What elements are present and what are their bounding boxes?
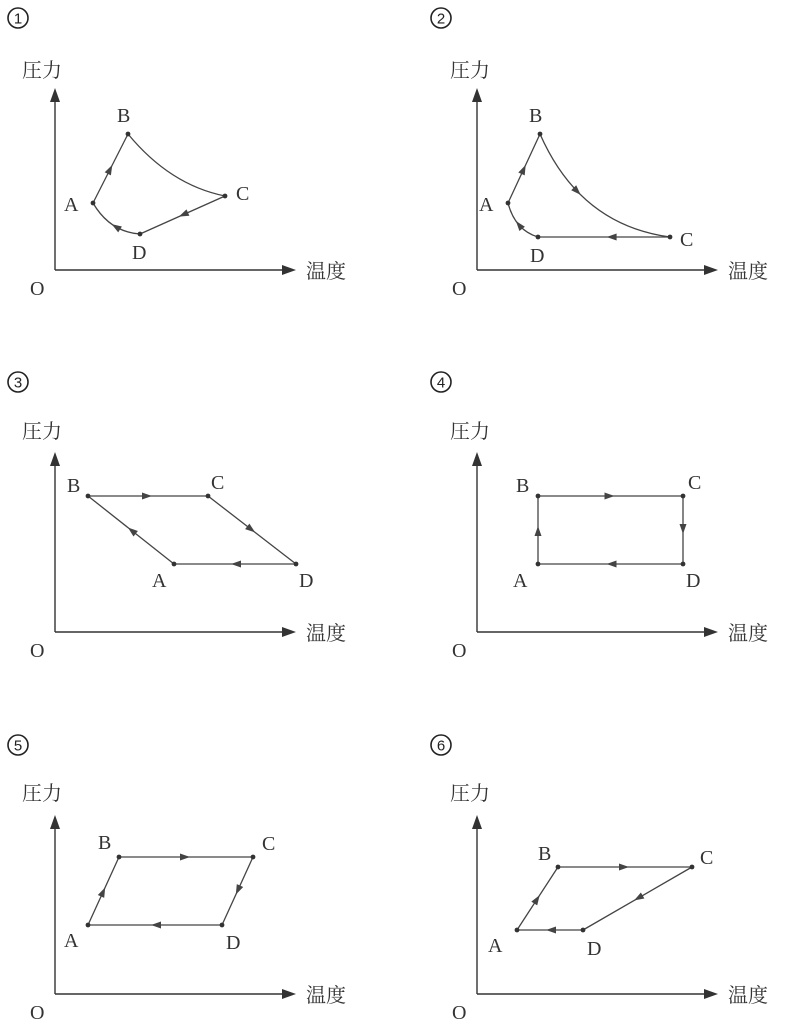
point-label-d: D [530, 245, 545, 267]
edge-d-a-arrow [112, 224, 122, 232]
edge-b-c-arrow [619, 864, 629, 871]
y-axis-label: 圧力 [22, 781, 62, 805]
edge-a-b-arrow [128, 528, 138, 537]
x-axis-label: 温度 [306, 621, 346, 645]
origin-label: O [452, 278, 467, 300]
point-a [536, 562, 541, 567]
x-axis-label: 温度 [728, 621, 768, 645]
edge-c-d-arrow [179, 209, 190, 216]
point-d [138, 232, 143, 237]
point-a [91, 201, 96, 206]
panel-number: 2 [436, 10, 446, 28]
y-axis-arrow [50, 815, 60, 829]
x-axis-label: 温度 [306, 259, 346, 283]
y-axis-label: 圧力 [450, 419, 490, 443]
edge-a-b-arrow [105, 165, 113, 176]
edge-b-c-arrow [180, 854, 190, 861]
edge-c-d-arrow [236, 884, 243, 895]
point-label-a: A [64, 194, 79, 216]
x-axis-arrow [282, 265, 296, 275]
panel-4 [431, 372, 768, 662]
edge-d-a-arrow [151, 922, 161, 929]
point-label-d: D [686, 570, 701, 592]
x-axis-arrow [282, 989, 296, 999]
point-label-c: C [262, 833, 276, 855]
point-label-c: C [211, 472, 225, 494]
panel-2 [431, 8, 768, 300]
panel-number: 1 [13, 10, 23, 28]
origin-label: O [30, 278, 45, 300]
edge-b-c [128, 134, 225, 196]
point-label-b: B [516, 475, 530, 497]
x-axis-label: 温度 [728, 259, 768, 283]
x-axis-arrow [282, 627, 296, 637]
edge-a-b-arrow [518, 165, 525, 176]
y-axis-arrow [472, 815, 482, 829]
point-c [690, 865, 695, 870]
edge-d-a-arrow [546, 927, 556, 934]
edge-b-c-arrow [142, 493, 152, 500]
point-label-a: A [479, 194, 494, 216]
origin-label: O [30, 640, 45, 662]
edge-c-d-arrow [607, 234, 617, 241]
x-axis-label: 温度 [306, 983, 346, 1007]
panel-3 [8, 372, 346, 662]
y-axis-label: 圧力 [22, 58, 62, 82]
point-label-d: D [132, 242, 147, 264]
y-axis-label: 圧力 [22, 419, 62, 443]
y-axis-arrow [472, 452, 482, 466]
point-b [117, 855, 122, 860]
point-b [86, 494, 91, 499]
point-label-c: C [236, 183, 250, 205]
edge-a-b-arrow [531, 895, 539, 905]
point-c [681, 494, 686, 499]
edge-c-d-arrow [634, 893, 644, 901]
point-label-d: D [299, 570, 314, 592]
x-axis-arrow [704, 265, 718, 275]
edge-d-a-arrow [607, 561, 617, 568]
y-axis-arrow [50, 452, 60, 466]
point-label-b: B [117, 105, 131, 127]
point-label-b: B [538, 843, 552, 865]
point-label-b: B [529, 105, 543, 127]
edge-d-a-arrow [231, 561, 241, 568]
edge-a-b-arrow [98, 887, 105, 898]
point-a [86, 923, 91, 928]
origin-label: O [30, 1002, 45, 1024]
origin-label: O [452, 640, 467, 662]
point-b [126, 132, 131, 137]
point-c [251, 855, 256, 860]
origin-label: O [452, 1002, 467, 1024]
edge-a-b-arrow [535, 526, 542, 536]
point-b [536, 494, 541, 499]
edge-b-c-arrow [605, 493, 615, 500]
y-axis-label: 圧力 [450, 781, 490, 805]
point-label-d: D [587, 938, 602, 960]
point-c [668, 235, 673, 240]
point-label-a: A [513, 570, 528, 592]
point-label-c: C [688, 472, 702, 494]
edge-d-a [508, 203, 538, 237]
x-axis-arrow [704, 627, 718, 637]
y-axis-arrow [50, 88, 60, 102]
point-c [206, 494, 211, 499]
point-label-a: A [64, 930, 79, 952]
y-axis-label: 圧力 [450, 58, 490, 82]
point-b [556, 865, 561, 870]
point-d [536, 235, 541, 240]
point-d [294, 562, 299, 567]
edge-c-d-arrow [245, 524, 255, 533]
point-d [681, 562, 686, 567]
panel-1 [8, 8, 346, 300]
y-axis-arrow [472, 88, 482, 102]
point-label-c: C [680, 229, 694, 251]
edge-c-d-arrow [680, 524, 687, 534]
panel-6 [431, 735, 768, 1024]
panel-number: 5 [13, 737, 23, 755]
point-label-a: A [488, 935, 503, 957]
point-c [223, 194, 228, 199]
point-d [220, 923, 225, 928]
point-label-b: B [67, 475, 81, 497]
point-a [506, 201, 511, 206]
point-label-d: D [226, 932, 241, 954]
point-b [538, 132, 543, 137]
panel-5 [8, 735, 346, 1024]
x-axis-label: 温度 [728, 983, 768, 1007]
x-axis-arrow [704, 989, 718, 999]
panel-number: 4 [436, 374, 446, 392]
panel-number: 6 [436, 737, 446, 755]
point-label-c: C [700, 847, 714, 869]
point-a [172, 562, 177, 567]
point-d [581, 928, 586, 933]
point-a [515, 928, 520, 933]
point-label-a: A [152, 570, 167, 592]
edge-b-c [540, 134, 670, 237]
point-label-b: B [98, 832, 112, 854]
panel-number: 3 [13, 374, 23, 392]
